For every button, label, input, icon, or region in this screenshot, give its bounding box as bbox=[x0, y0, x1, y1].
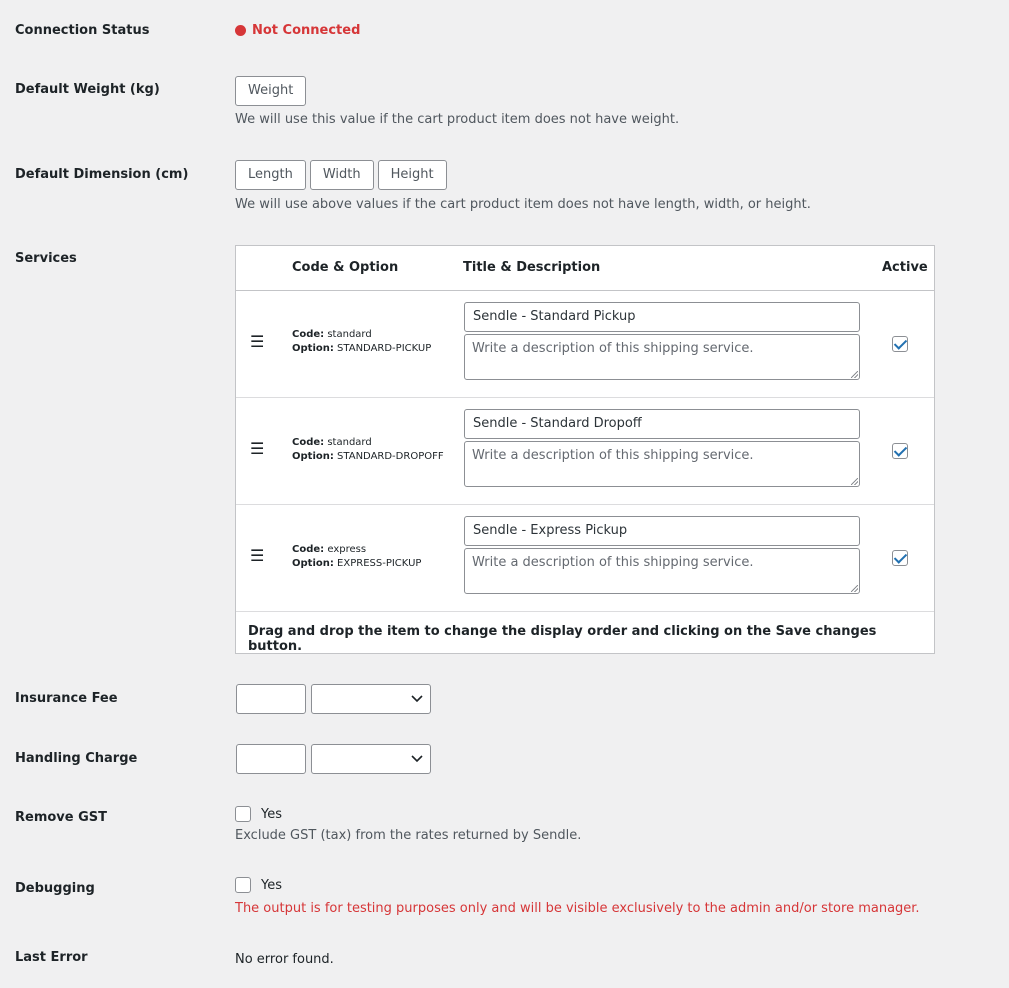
handling-charge-type-select[interactable] bbox=[311, 744, 431, 774]
handling-charge-label: Handling Charge bbox=[15, 751, 138, 766]
service-active-checkbox[interactable] bbox=[892, 443, 908, 459]
resize-handle-icon[interactable] bbox=[851, 478, 858, 485]
connection-status bbox=[235, 23, 360, 38]
service-code-option bbox=[292, 328, 431, 356]
remove-gst-label: Remove GST bbox=[15, 810, 108, 825]
chevron-down-icon bbox=[411, 755, 423, 763]
service-title-input[interactable]: Sendle - Standard Dropoff bbox=[464, 409, 860, 439]
insurance-fee-label: Insurance Fee bbox=[15, 691, 118, 706]
code-label: Code: bbox=[292, 329, 325, 340]
drag-handle-icon[interactable]: ☰ bbox=[250, 546, 265, 565]
code-label: Code: bbox=[292, 437, 325, 448]
debugging-checkbox[interactable] bbox=[235, 877, 251, 893]
chevron-down-icon bbox=[411, 695, 423, 703]
remove-gst-option[interactable] bbox=[235, 806, 282, 822]
service-title-input[interactable]: Sendle - Express Pickup bbox=[464, 516, 860, 546]
service-option: STANDARD-PICKUP bbox=[337, 343, 432, 354]
debugging-label: Debugging bbox=[15, 881, 95, 896]
code-label: Code: bbox=[292, 544, 325, 555]
debugging-warning-text: The output is for testing purposes only and will be visible exclusively to the admin and/or store manager. bbox=[235, 901, 920, 916]
dimension-field-group bbox=[235, 160, 451, 190]
default-weight-label: Default Weight (kg) bbox=[15, 82, 160, 97]
service-active-checkbox[interactable] bbox=[892, 336, 908, 352]
service-option: STANDARD-DROPOFF bbox=[337, 451, 444, 462]
weight-input[interactable]: Weight bbox=[235, 76, 306, 106]
width-input[interactable]: Width bbox=[310, 160, 374, 190]
handling-charge-input[interactable] bbox=[236, 744, 306, 774]
height-input[interactable]: Height bbox=[378, 160, 447, 190]
services-footer-note: Drag and drop the item to change the display order and clicking on the Save changes button. bbox=[248, 624, 877, 654]
services-table bbox=[235, 245, 935, 654]
dimension-help-text: We will use above values if the cart product item does not have length, width, or height. bbox=[235, 197, 811, 212]
code-option-header: Code & Option bbox=[292, 260, 399, 275]
default-dimension-label: Default Dimension (cm) bbox=[15, 167, 189, 182]
service-code: express bbox=[327, 544, 367, 555]
weight-field-group bbox=[235, 76, 310, 106]
remove-gst-help-text: Exclude GST (tax) from the rates returned by Sendle. bbox=[235, 828, 582, 843]
service-active-checkbox[interactable] bbox=[892, 550, 908, 566]
service-option: EXPRESS-PICKUP bbox=[337, 558, 422, 569]
service-description-textarea[interactable] bbox=[464, 334, 860, 380]
debugging-checkbox-label[interactable]: Yes bbox=[261, 877, 282, 893]
option-label: Option: bbox=[292, 451, 334, 462]
service-description-textarea[interactable] bbox=[464, 548, 860, 594]
remove-gst-checkbox-label[interactable]: Yes bbox=[261, 806, 282, 822]
title-description-header: Title & Description bbox=[463, 260, 601, 275]
insurance-fee-input[interactable] bbox=[236, 684, 306, 714]
services-table-header bbox=[236, 246, 934, 291]
resize-handle-icon[interactable] bbox=[851, 585, 858, 592]
service-code: standard bbox=[327, 437, 372, 448]
weight-help-text: We will use this value if the cart product item does not have weight. bbox=[235, 112, 680, 127]
connection-status-label: Connection Status bbox=[15, 23, 150, 38]
drag-handle-icon[interactable]: ☰ bbox=[250, 332, 265, 351]
length-input[interactable]: Length bbox=[235, 160, 306, 190]
service-row[interactable] bbox=[236, 504, 934, 612]
service-description-textarea[interactable] bbox=[464, 441, 860, 487]
services-label: Services bbox=[15, 251, 77, 266]
drag-handle-icon[interactable]: ☰ bbox=[250, 439, 265, 458]
remove-gst-checkbox[interactable] bbox=[235, 806, 251, 822]
connection-status-text: Not Connected bbox=[252, 23, 361, 38]
option-label: Option: bbox=[292, 558, 334, 569]
service-row[interactable] bbox=[236, 290, 934, 398]
service-code: standard bbox=[327, 329, 372, 340]
description-placeholder: Write a description of this shipping service. bbox=[472, 341, 754, 356]
service-title-input[interactable]: Sendle - Standard Pickup bbox=[464, 302, 860, 332]
insurance-fee-type-select[interactable] bbox=[311, 684, 431, 714]
description-placeholder: Write a description of this shipping service. bbox=[472, 448, 754, 463]
resize-handle-icon[interactable] bbox=[851, 371, 858, 378]
active-header: Active bbox=[882, 260, 928, 275]
service-code-option bbox=[292, 543, 421, 571]
service-row[interactable] bbox=[236, 397, 934, 505]
last-error-value: No error found. bbox=[235, 952, 334, 967]
debugging-option[interactable] bbox=[235, 877, 282, 893]
description-placeholder: Write a description of this shipping service. bbox=[472, 555, 754, 570]
service-code-option bbox=[292, 436, 444, 464]
status-dot-icon bbox=[235, 25, 246, 36]
last-error-label: Last Error bbox=[15, 950, 88, 965]
option-label: Option: bbox=[292, 343, 334, 354]
